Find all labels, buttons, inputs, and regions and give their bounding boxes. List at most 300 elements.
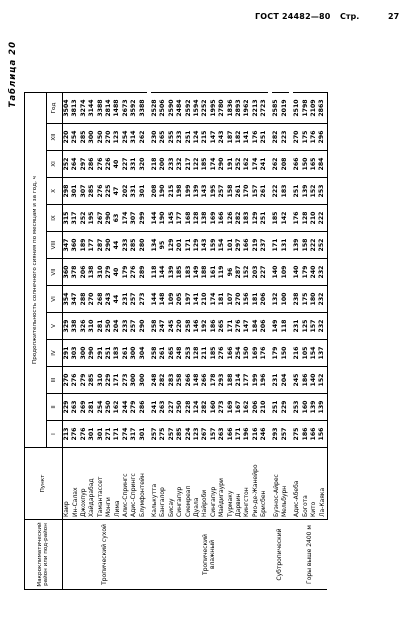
point-cell: Брисбен <box>260 448 268 520</box>
month-value-cell: 147 <box>210 124 218 151</box>
month-value-cell: 171 <box>113 421 121 448</box>
month-value-cell: 220 <box>63 124 72 151</box>
month-value-cell: 180 <box>310 286 318 313</box>
table-row <box>243 93 251 590</box>
month-value-cell: 47 <box>113 178 121 205</box>
table-row <box>97 93 105 590</box>
point-cell: Майдигаури <box>218 448 226 520</box>
year-value-cell: 1995 <box>210 93 218 124</box>
month-value-cell: 183 <box>243 205 251 232</box>
year-value-cell: 2592 <box>184 93 192 124</box>
month-value-cell: 177 <box>176 205 184 232</box>
month-value-cell: 233 <box>168 151 176 178</box>
month-value-cell: 285 <box>88 178 96 205</box>
month-value-cell: 229 <box>63 394 72 421</box>
month-value-cell: 250 <box>97 124 105 151</box>
table-row <box>302 93 310 590</box>
month-value-cell: 144 <box>151 205 159 232</box>
month-value-cell: 177 <box>88 232 96 259</box>
month-value-cell: 168 <box>184 205 192 232</box>
year-value-cell: 3813 <box>71 93 79 124</box>
month-value-cell: 281 <box>97 313 105 340</box>
month-value-cell: 270 <box>88 286 96 313</box>
month-value-cell: 257 <box>218 178 226 205</box>
month-value-cell: 44 <box>113 286 121 313</box>
point-cell: Бангалор <box>159 448 167 520</box>
month-value-cell: 185 <box>272 205 280 232</box>
month-value-cell: 203 <box>252 259 260 286</box>
month-value-cell: 276 <box>130 259 138 286</box>
month-value-cell: 215 <box>168 178 176 205</box>
table-row <box>252 93 260 590</box>
month-value-cell: 229 <box>281 394 289 421</box>
month-value-cell: 156 <box>318 421 327 448</box>
month-value-cell: 154 <box>310 340 318 367</box>
month-value-cell: 326 <box>80 313 88 340</box>
month-value-cell: 252 <box>63 151 72 178</box>
month-value-cell: 150 <box>281 340 289 367</box>
month-value-cell: 279 <box>80 367 88 394</box>
month-value-cell: 283 <box>168 367 176 394</box>
month-value-cell: 169 <box>252 340 260 367</box>
month-value-cell: 131 <box>281 232 289 259</box>
month-value-cell: 310 <box>97 367 105 394</box>
month-value-cell: 196 <box>243 421 251 448</box>
month-value-cell: 290 <box>88 340 96 367</box>
month-value-cell: 186 <box>302 367 310 394</box>
month-value-cell: 175 <box>302 286 310 313</box>
month-value-cell: 196 <box>260 367 268 394</box>
month-value-cell: 263 <box>218 421 226 448</box>
month-value-cell: 282 <box>201 394 209 421</box>
month-value-cell: 176 <box>293 205 301 232</box>
month-value-cell: 331 <box>130 178 138 205</box>
region-cell: Тропический влажный <box>151 520 268 590</box>
month-value-cell: 287 <box>97 232 105 259</box>
month-value-cell: 138 <box>88 259 96 286</box>
month-value-cell: 219 <box>252 232 260 259</box>
month-value-cell: 287 <box>235 259 243 286</box>
month-value-cell: 227 <box>122 151 130 178</box>
month-value-cell: 262 <box>272 151 280 178</box>
month-value-cell: 276 <box>97 178 105 205</box>
month-value-cell: 289 <box>139 259 147 286</box>
month-value-cell: 183 <box>113 340 121 367</box>
month-value-cell: 257 <box>168 421 176 448</box>
month-value-cell: 252 <box>80 205 88 232</box>
month-value-cell: 243 <box>218 124 226 151</box>
month-value-cell: 126 <box>226 205 234 232</box>
month-value-cell: 140 <box>293 259 301 286</box>
month-value-cell: 248 <box>176 340 184 367</box>
month-value-cell: 118 <box>151 259 159 286</box>
month-value-cell: 140 <box>272 259 280 286</box>
month-value-cell: 134 <box>151 232 159 259</box>
month-value-cell: 201 <box>176 232 184 259</box>
point-cell: Хайдарабад <box>88 448 96 520</box>
page-header <box>0 0 418 24</box>
month-value-cell: 150 <box>243 340 251 367</box>
table-row <box>226 93 234 590</box>
year-value-cell: 2590 <box>168 93 176 124</box>
month-value-cell: 338 <box>71 313 79 340</box>
month-value-cell: 204 <box>113 313 121 340</box>
year-value-cell: 2506 <box>159 93 167 124</box>
month-value-cell: 188 <box>201 259 209 286</box>
doc-code: ГОСТ 24482—80 <box>255 12 331 21</box>
table-row <box>184 93 192 590</box>
month-value-cell: 293 <box>218 367 226 394</box>
region-cell: Тропический сухой <box>63 520 147 590</box>
month-value-cell: 162 <box>243 151 251 178</box>
month-value-cell: 143 <box>201 232 209 259</box>
month-value-cell: 288 <box>80 286 88 313</box>
month-value-cell: 183 <box>184 259 192 286</box>
point-cell: Турмаку <box>226 448 234 520</box>
month-value-cell: 148 <box>159 286 167 313</box>
month-value-cell: 253 <box>318 178 327 205</box>
month-value-cell: 255 <box>168 124 176 151</box>
month-value-cell: 233 <box>122 232 130 259</box>
point-cell: Ла-Каяка <box>318 448 327 520</box>
month-value-cell: 205 <box>176 286 184 313</box>
month-value-cell: 231 <box>122 286 130 313</box>
point-cell: Бисау <box>168 448 176 520</box>
month-value-cell: 129 <box>252 205 260 232</box>
month-value-cell: 261 <box>159 340 167 367</box>
month-value-cell: 354 <box>63 286 72 313</box>
month-value-cell: 192 <box>201 313 209 340</box>
month-value-cell: 270 <box>63 367 72 394</box>
header-group: Продолжительность солнечного сияния по месяцам и за год, ч <box>25 93 47 448</box>
month-value-cell: 123 <box>113 124 121 151</box>
month-value-cell: 273 <box>218 394 226 421</box>
table-row <box>210 93 218 590</box>
month-value-cell: 182 <box>235 124 243 151</box>
table-row <box>63 93 72 590</box>
month-value-cell: 232 <box>318 259 327 286</box>
month-value-cell: 128 <box>193 205 201 232</box>
month-value-cell: 286 <box>139 394 147 421</box>
month-value-cell: 206 <box>260 313 268 340</box>
year-value-cell: 2510 <box>293 93 301 124</box>
table-row <box>159 93 167 590</box>
month-value-cell: 244 <box>122 394 130 421</box>
month-value-cell: 145 <box>168 205 176 232</box>
point-cell: Каир <box>63 448 72 520</box>
month-value-cell: 237 <box>260 232 268 259</box>
month-value-cell: 251 <box>260 205 268 232</box>
month-value-cell: 252 <box>318 232 327 259</box>
month-value-cell: 184 <box>252 313 260 340</box>
point-cell: Кингстон <box>243 448 251 520</box>
month-value-cell: 170 <box>243 178 251 205</box>
month-value-cell: 171 <box>235 421 243 448</box>
month-value-cell: 157 <box>310 313 318 340</box>
month-value-cell: 347 <box>71 286 79 313</box>
month-value-cell: 176 <box>260 340 268 367</box>
month-value-cell: 166 <box>218 205 226 232</box>
month-value-cell: 174 <box>252 151 260 178</box>
month-value-cell: 317 <box>71 205 79 232</box>
month-value-cell: 138 <box>201 205 209 232</box>
month-value-cell: 229 <box>105 367 113 394</box>
month-value-cell: 273 <box>122 367 130 394</box>
header-month: V <box>47 313 63 340</box>
header-month: I <box>47 421 63 448</box>
month-value-cell: 189 <box>80 232 88 259</box>
month-value-cell: 213 <box>63 421 72 448</box>
month-value-cell: 190 <box>159 205 167 232</box>
month-value-cell: 160 <box>302 394 310 421</box>
month-value-cell: 166 <box>310 421 318 448</box>
point-cell: Лима <box>113 448 121 520</box>
month-value-cell: 144 <box>151 286 159 313</box>
point-cell: Дарвин <box>235 448 243 520</box>
month-value-cell: 250 <box>105 394 113 421</box>
point-cell: Богота <box>302 448 310 520</box>
month-value-cell: 124 <box>193 394 201 421</box>
month-value-cell: 315 <box>63 205 72 232</box>
month-value-cell: 299 <box>139 205 147 232</box>
month-value-cell: 174 <box>210 151 218 178</box>
month-value-cell: 118 <box>281 313 289 340</box>
month-value-cell: 198 <box>176 178 184 205</box>
month-value-cell: 107 <box>226 286 234 313</box>
month-value-cell: 360 <box>71 232 79 259</box>
month-value-cell: 185 <box>201 151 209 178</box>
month-value-cell: 171 <box>226 313 234 340</box>
month-value-cell: 320 <box>139 151 147 178</box>
month-value-cell: 282 <box>235 205 243 232</box>
month-value-cell: 290 <box>105 232 113 259</box>
month-value-cell: 301 <box>88 421 96 448</box>
month-value-cell: 243 <box>105 286 113 313</box>
month-value-cell: 232 <box>318 313 327 340</box>
month-value-cell: 274 <box>122 421 130 448</box>
year-value-cell: 3144 <box>88 93 96 124</box>
month-value-cell: 270 <box>235 286 243 313</box>
month-value-cell: 197 <box>184 286 192 313</box>
table-row <box>71 93 79 590</box>
month-value-cell: 222 <box>272 178 280 205</box>
month-value-cell: 162 <box>243 394 251 421</box>
header-month: X <box>47 178 63 205</box>
month-value-cell: 195 <box>88 205 96 232</box>
month-value-cell: 276 <box>80 421 88 448</box>
header-month: VIII <box>47 232 63 259</box>
point-cell: Кито <box>310 448 318 520</box>
month-value-cell: 161 <box>210 259 218 286</box>
point-cell: Адис-Абеба <box>293 448 301 520</box>
month-value-cell: 169 <box>210 205 218 232</box>
header-month: VI <box>47 286 63 313</box>
table-row <box>260 93 268 590</box>
month-value-cell: 222 <box>310 232 318 259</box>
month-value-cell: 282 <box>159 367 167 394</box>
year-value-cell: 2484 <box>176 93 184 124</box>
month-value-cell: 109 <box>168 286 176 313</box>
month-value-cell: 150 <box>302 151 310 178</box>
month-value-cell: 137 <box>318 340 327 367</box>
month-value-cell: 267 <box>97 205 105 232</box>
month-value-cell: 139 <box>302 178 310 205</box>
month-value-cell: 298 <box>63 178 72 205</box>
page-label: Стр. <box>340 12 360 21</box>
month-value-cell: 300 <box>88 124 96 151</box>
year-value-cell: 2893 <box>235 93 243 124</box>
month-value-cell: 187 <box>226 124 234 151</box>
month-value-cell: 267 <box>201 421 209 448</box>
point-cell: Найроби <box>201 448 209 520</box>
month-value-cell: 174 <box>122 205 130 232</box>
month-value-cell: 275 <box>293 421 301 448</box>
month-value-cell: 152 <box>310 178 318 205</box>
point-cell: Калькутта <box>151 448 159 520</box>
month-value-cell: 139 <box>310 394 318 421</box>
month-value-cell: 307 <box>80 178 88 205</box>
month-value-cell: 251 <box>184 124 192 151</box>
month-value-cell: 303 <box>71 340 79 367</box>
month-value-cell: 208 <box>281 151 289 178</box>
month-value-cell: 263 <box>159 394 167 421</box>
month-value-cell: 286 <box>88 151 96 178</box>
month-value-cell: 296 <box>318 124 327 151</box>
month-value-cell: 211 <box>201 340 209 367</box>
month-value-cell: 254 <box>97 394 105 421</box>
table-row <box>201 93 209 590</box>
month-value-cell: 251 <box>105 340 113 367</box>
point-cell: Блумфонтейн <box>139 448 147 520</box>
month-value-cell: 139 <box>318 394 327 421</box>
month-value-cell: 290 <box>105 205 113 232</box>
month-value-cell: 166 <box>226 421 234 448</box>
month-value-cell: 129 <box>193 232 201 259</box>
month-value-cell: 290 <box>218 151 226 178</box>
point-cell: Джохпур <box>80 448 88 520</box>
month-value-cell: 241 <box>260 151 268 178</box>
month-value-cell: 273 <box>139 286 147 313</box>
month-value-cell: 199 <box>184 178 192 205</box>
table-row <box>122 93 130 590</box>
month-value-cell: 139 <box>168 259 176 286</box>
table-row <box>310 93 318 590</box>
month-value-cell: 276 <box>235 313 243 340</box>
header-month: IV <box>47 340 63 367</box>
month-value-cell: 285 <box>130 232 138 259</box>
month-value-cell: 119 <box>218 259 226 286</box>
month-value-cell: 284 <box>318 151 327 178</box>
month-value-cell: 167 <box>235 394 243 421</box>
month-value-cell: 314 <box>130 124 138 151</box>
year-value-cell: 3388 <box>139 93 147 124</box>
month-value-cell: 157 <box>252 178 260 205</box>
month-value-cell: 100 <box>281 286 289 313</box>
month-value-cell: 186 <box>302 421 310 448</box>
month-value-cell: 279 <box>105 259 113 286</box>
month-value-cell: 276 <box>97 151 105 178</box>
month-value-cell: 301 <box>139 178 147 205</box>
month-value-cell: 300 <box>139 367 147 394</box>
year-value-cell: 2723 <box>260 93 268 124</box>
month-value-cell: 230 <box>151 124 159 151</box>
month-value-cell: 293 <box>272 421 280 448</box>
month-value-cell: 143 <box>201 178 209 205</box>
month-value-cell: 275 <box>159 421 167 448</box>
year-value-cell: 2213 <box>252 93 260 124</box>
month-value-cell: 226 <box>105 151 113 178</box>
month-value-cell: 165 <box>310 151 318 178</box>
month-value-cell: 179 <box>302 259 310 286</box>
month-value-cell: 224 <box>184 421 192 448</box>
month-value-cell: 241 <box>151 394 159 421</box>
year-value-cell: 2528 <box>151 93 159 124</box>
header-month: XII <box>47 124 63 151</box>
month-value-cell: 232 <box>318 286 327 313</box>
table-row <box>293 93 301 590</box>
month-value-cell: 175 <box>302 124 310 151</box>
month-value-cell: 331 <box>130 151 138 178</box>
month-value-cell: 162 <box>113 394 121 421</box>
point-cell: Сингапур <box>210 448 218 520</box>
month-value-cell: 251 <box>272 394 280 421</box>
month-value-cell: 208 <box>151 178 159 205</box>
year-value-cell: 2780 <box>218 93 226 124</box>
month-value-cell: 109 <box>281 259 289 286</box>
month-value-cell: 245 <box>293 367 301 394</box>
table-row <box>281 93 289 590</box>
month-value-cell: 232 <box>176 151 184 178</box>
month-value-cell: 258 <box>151 340 159 367</box>
year-value-cell: 2252 <box>201 93 209 124</box>
month-value-cell: 206 <box>260 286 268 313</box>
month-value-cell: 297 <box>80 151 88 178</box>
month-value-cell: 280 <box>139 232 147 259</box>
year-value-cell: 1798 <box>302 93 310 124</box>
month-value-cell: 254 <box>71 124 79 151</box>
table-row <box>193 93 201 590</box>
month-value-cell: 199 <box>252 367 260 394</box>
month-value-cell: 250 <box>105 313 113 340</box>
point-cell: Дуала <box>193 448 201 520</box>
month-value-cell: 301 <box>97 421 105 448</box>
month-value-cell: 282 <box>272 124 280 151</box>
table-row <box>105 93 113 590</box>
point-cell: Алис-Спрингс <box>122 448 130 520</box>
month-value-cell: 301 <box>139 421 147 448</box>
month-value-cell: 378 <box>71 259 79 286</box>
month-value-cell: 158 <box>226 178 234 205</box>
month-value-cell: 264 <box>71 151 79 178</box>
table-row <box>176 93 184 590</box>
table-row <box>318 93 327 590</box>
month-value-cell: 248 <box>151 367 159 394</box>
month-value-cell: 44 <box>113 232 121 259</box>
month-value-cell: 258 <box>176 367 184 394</box>
month-value-cell: 132 <box>272 286 280 313</box>
month-value-cell: 129 <box>168 232 176 259</box>
month-value-cell: 253 <box>293 394 301 421</box>
month-value-cell: 160 <box>210 394 218 421</box>
year-value-cell: 1836 <box>226 93 234 124</box>
month-value-cell: 152 <box>243 259 251 286</box>
month-value-cell: 360 <box>63 259 72 286</box>
month-value-cell: 63 <box>113 205 121 232</box>
month-value-cell: 250 <box>176 394 184 421</box>
year-value-cell: 3274 <box>80 93 88 124</box>
month-value-cell: 157 <box>210 421 218 448</box>
month-value-cell: 228 <box>184 394 192 421</box>
